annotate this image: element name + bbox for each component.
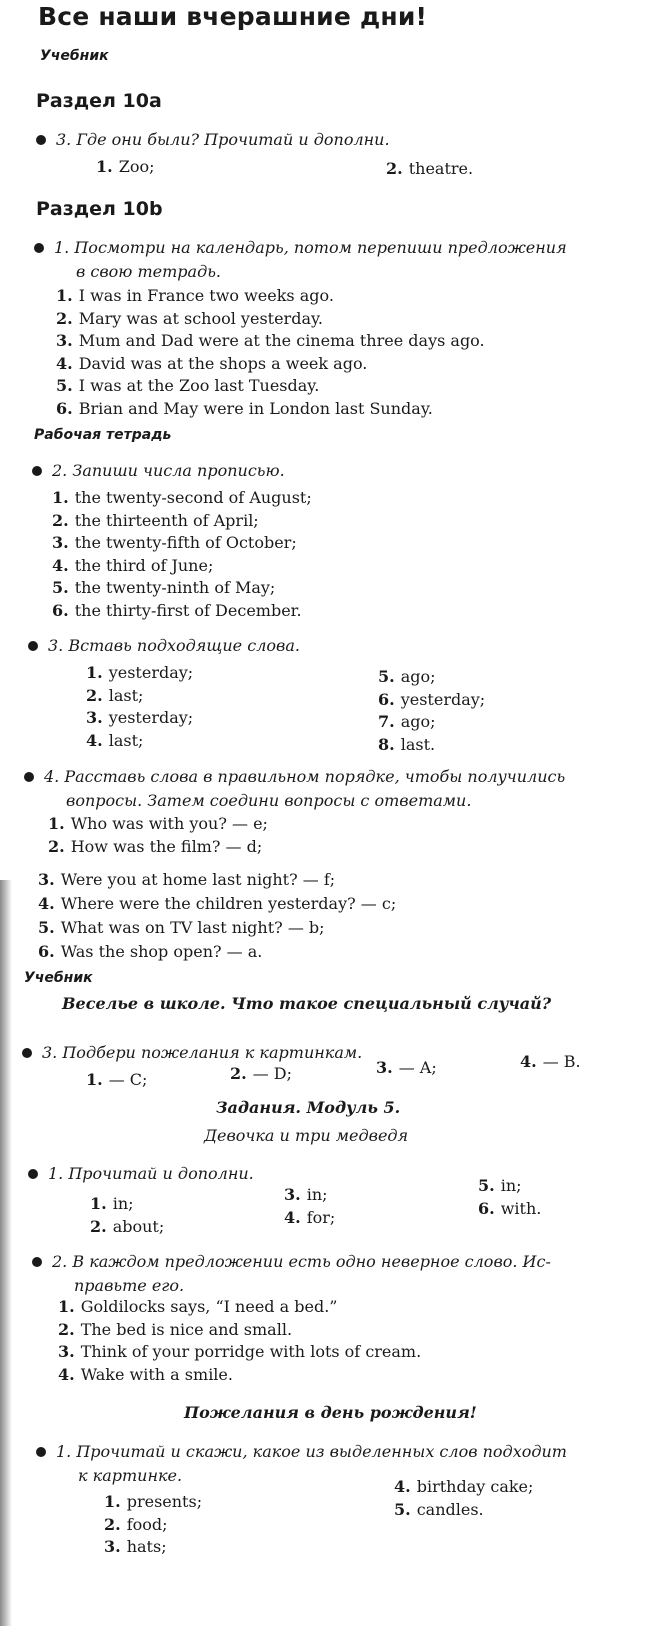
- answers-birthday-right: [394, 1476, 533, 1521]
- textbook-label-1: Учебник: [40, 48, 109, 64]
- list-item: 3. Mum and Dad were at the cinema three days ago.: [56, 331, 485, 350]
- fun-heading: Веселье в школе. Что такое специальный случай?: [62, 994, 552, 1013]
- task-wb-2: [52, 459, 285, 483]
- list-item: 3. yesterday;: [86, 708, 194, 727]
- bullet-icon: [24, 772, 34, 782]
- task-text: 2. В каждом предложении есть одно неверное слово. Ис-: [52, 1252, 551, 1271]
- task-text: 3. Подбери пожелания к картинкам.: [42, 1043, 363, 1062]
- task-fun-3: [42, 1041, 362, 1065]
- textbook-label-2: Учебник: [24, 970, 93, 986]
- answers-wb-3-left: [86, 662, 193, 752]
- list-item: 5. candles.: [394, 1499, 484, 1519]
- list-item: 1. Who was with you? — e;: [48, 814, 268, 833]
- list-item: 3. the twenty-fifth of October;: [52, 533, 297, 552]
- answers-module-1-col3: [478, 1175, 541, 1220]
- birthday-heading: Пожелания в день рождения!: [184, 1403, 477, 1422]
- module-subheading: Девочка и три медведя: [204, 1126, 409, 1145]
- list-item: 1. in;: [90, 1194, 134, 1213]
- task-text: 1. Прочитай и скажи, какое из выделенных слов подходит: [56, 1442, 567, 1461]
- bullet-icon: [22, 1048, 32, 1058]
- answer-item: 1. — C;: [86, 1070, 148, 1089]
- list-item: 4. birthday cake;: [394, 1477, 534, 1496]
- workbook-label: Рабочая тетрадь: [34, 427, 172, 443]
- list-item: 6. Brian and May were in London last Sunday.: [56, 398, 433, 418]
- task-text: 1. Посмотри на календарь, потом перепиши предложения: [54, 238, 567, 257]
- list-item: 2. the thirteenth of April;: [52, 510, 259, 530]
- answer-item: 4. — B.: [520, 1052, 581, 1071]
- section-10b-heading: Раздел 10b: [36, 198, 163, 220]
- list-item: 1. the twenty-second of August;: [52, 488, 312, 507]
- list-item: 7. ago;: [378, 712, 436, 731]
- bullet-icon: [36, 135, 46, 145]
- answer-item: 2. theatre.: [386, 159, 474, 178]
- list-item: 6. Was the shop open? — a.: [38, 942, 263, 961]
- task-text-cont: в свою тетрадь.: [76, 262, 222, 281]
- task-text: 2. Запиши числа прописью.: [52, 461, 285, 480]
- list-item: 5. I was at the Zoo last Tuesday.: [56, 376, 320, 395]
- list-item: 1. presents;: [104, 1492, 203, 1511]
- list-item: 4. David was at the shops a week ago.: [56, 353, 368, 373]
- answer-item: 3. — A;: [376, 1058, 437, 1077]
- task-text-cont: к картинке.: [78, 1466, 183, 1485]
- task-text-cont: правьте его.: [74, 1276, 185, 1295]
- answers-wb-4-a: [48, 813, 268, 858]
- bullet-icon: [32, 1257, 42, 1267]
- answer-item: 1. Zoo;: [96, 157, 155, 176]
- list-item: 4. for;: [284, 1207, 336, 1227]
- task-10b-1: [54, 236, 567, 284]
- bullet-icon: [34, 243, 44, 253]
- list-item: 1. I was in France two weeks ago.: [56, 286, 334, 305]
- task-wb-3: [48, 634, 300, 658]
- task-module-1: [48, 1162, 254, 1186]
- list-item: 6. yesterday;: [378, 689, 486, 709]
- list-item: 6. the thirty-first of December.: [52, 600, 302, 620]
- list-item: 5. ago;: [378, 667, 436, 686]
- bullet-icon: [32, 466, 42, 476]
- list-item: 2. food;: [104, 1514, 168, 1534]
- list-item: 8. last.: [378, 734, 436, 754]
- task-text: 3. Вставь подходящие слова.: [48, 636, 300, 655]
- list-item: 2. The bed is nice and small.: [58, 1319, 293, 1339]
- list-item: 3. Were you at home last night? — f;: [38, 870, 336, 889]
- bullet-icon: [28, 1169, 38, 1179]
- answers-module-2: [58, 1296, 421, 1386]
- list-item: 3. hats;: [104, 1537, 167, 1556]
- list-item: 4. the third of June;: [52, 555, 214, 575]
- page-title: Все наши вчерашние дни!: [38, 2, 428, 31]
- list-item: 5. in;: [478, 1176, 522, 1195]
- answers-wb-4-b: [38, 868, 396, 964]
- task-text: 3. Где они были? Прочитай и дополни.: [56, 130, 390, 149]
- list-item: 1. Goldilocks says, “I need a bed.”: [58, 1297, 338, 1316]
- task-10a-3: [56, 128, 390, 152]
- list-item: 3. in;: [284, 1185, 328, 1204]
- answers-wb-2: [52, 487, 312, 622]
- list-item: 5. What was on TV last night? — b;: [38, 918, 325, 937]
- list-item: 3. Think of your porridge with lots of cream.: [58, 1342, 422, 1361]
- list-item: 6. with.: [478, 1198, 542, 1218]
- bullet-icon: [28, 641, 38, 651]
- task-module-2: [52, 1250, 551, 1298]
- section-10a-heading: Раздел 10а: [36, 90, 162, 112]
- page-edge-shadow: [0, 880, 12, 1626]
- list-item: 2. about;: [90, 1216, 165, 1236]
- answers-module-1-col2: [284, 1184, 335, 1229]
- module-heading: Задания. Модуль 5.: [216, 1098, 401, 1117]
- list-item: 2. last;: [86, 685, 144, 705]
- task-text-cont: вопросы. Затем соедини вопросы с ответами.: [66, 791, 472, 810]
- answers-wb-3-right: [378, 666, 485, 756]
- list-item: 4. last;: [86, 730, 144, 750]
- task-wb-4: [44, 765, 565, 813]
- list-item: 2. Mary was at school yesterday.: [56, 308, 323, 328]
- task-text: 1. Прочитай и дополни.: [48, 1164, 254, 1183]
- list-item: 4. Where were the children yesterday? — c;: [38, 894, 397, 913]
- list-item: 4. Wake with a smile.: [58, 1364, 233, 1384]
- answers-module-1-col1: [90, 1193, 164, 1238]
- task-text: 4. Расставь слова в правильном порядке, чтобы получились: [44, 767, 566, 786]
- answers-birthday-left: [104, 1491, 202, 1559]
- list-item: 1. yesterday;: [86, 663, 194, 682]
- answers-10b: [56, 285, 485, 420]
- answer-item: 2. — D;: [230, 1064, 293, 1083]
- list-item: 5. the twenty-ninth of May;: [52, 578, 276, 597]
- list-item: 2. How was the film? — d;: [48, 836, 263, 856]
- bullet-icon: [36, 1447, 46, 1457]
